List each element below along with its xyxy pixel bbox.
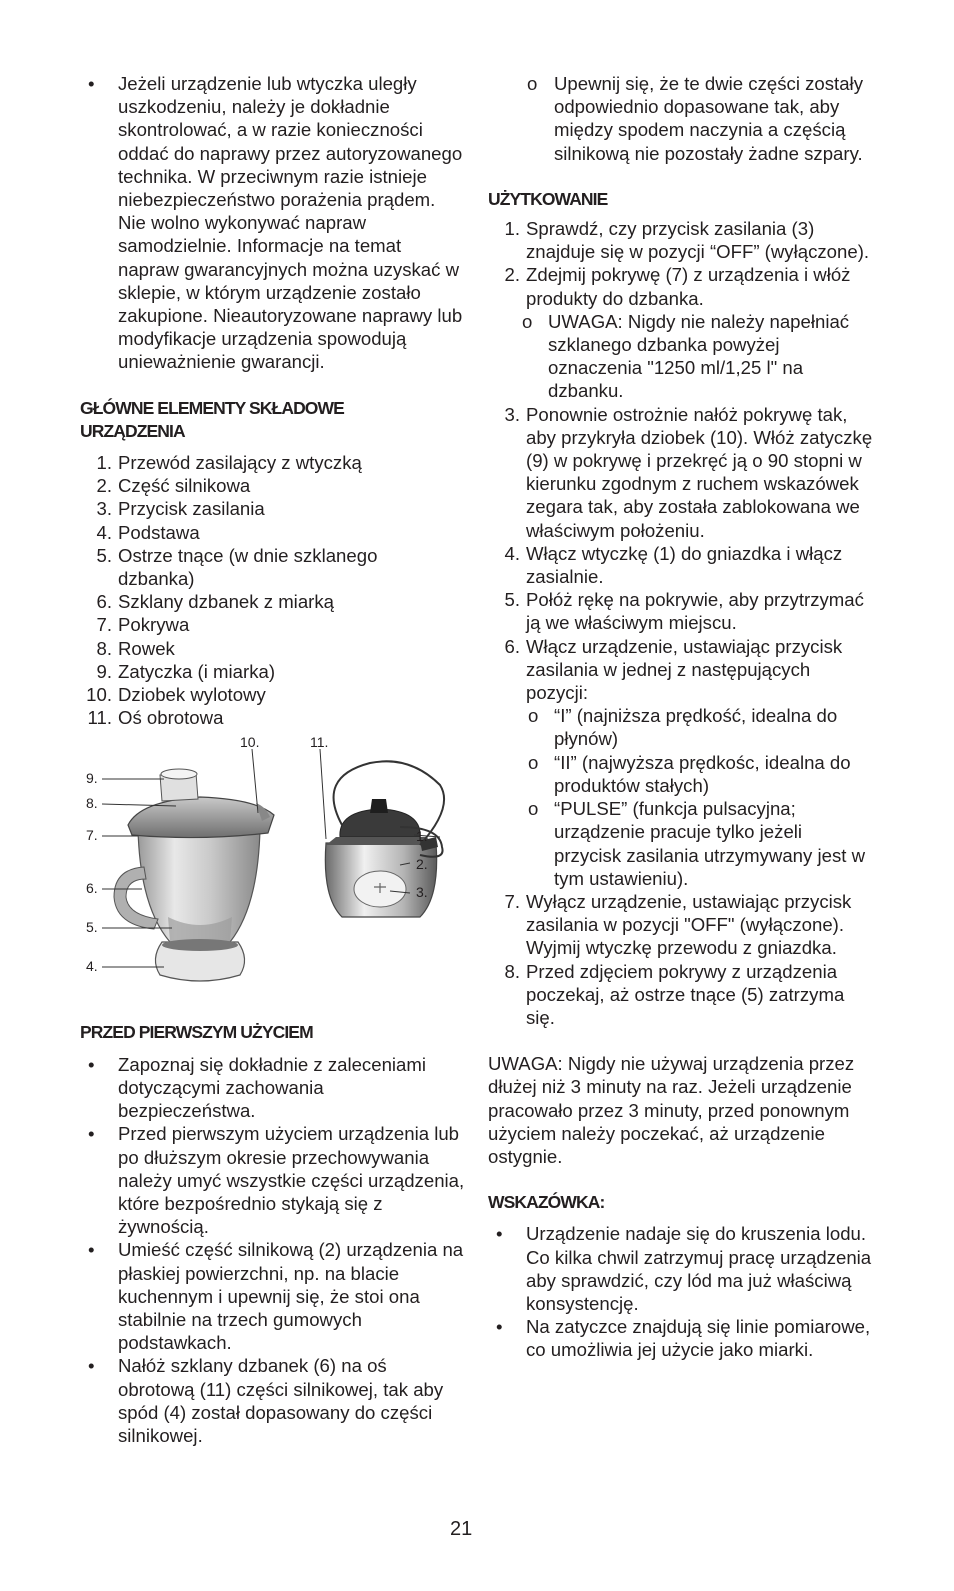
first-use-item: • Przed pierwszym użyciem urządzenia lub po dłuższym okresie przechowywania należy umyć wszystkie części urządzenia, które bezpośrednio stykają się z żywnością. <box>88 1123 465 1238</box>
first-use-item: • Zapoznaj się dokładnie z zaleceniami dotyczącymi zachowania bezpieczeństwa. <box>88 1053 427 1122</box>
figure-label-7: 7. <box>86 827 98 844</box>
components-list <box>80 451 465 729</box>
usage-step: 5. Połóż rękę na pokrywie, aby przytrzymać ją we właściwym miejscu. <box>504 589 864 634</box>
component-item: 4. Podstawa <box>96 521 200 543</box>
component-item: 9. Zatyczka (i miarka) <box>96 660 276 682</box>
tips-list <box>488 1222 873 1361</box>
figure-label-11: 11. <box>310 737 329 751</box>
damage-warning-bullet <box>80 72 465 374</box>
right-column <box>488 72 873 1362</box>
blender-diagram <box>80 737 455 995</box>
figure-label-4: 4. <box>86 958 98 975</box>
component-item: 6. Szklany dzbanek z miarką <box>96 591 334 613</box>
usage-step: 4. Włącz wtyczkę (1) do gniazdka i włącz zasialnie. <box>504 542 843 588</box>
tip-item: • Na zatyczce znajdują się linie pomiarowe, co umożliwia jej użycie jako miarki. <box>496 1316 871 1361</box>
usage-heading: UŻYTKOWANIE <box>488 188 608 209</box>
figure-label-6: 6. <box>86 880 98 897</box>
speed-option: o “I” (najniższa prędkość, idealna do płynów) <box>528 705 838 750</box>
usage-list <box>488 217 873 1029</box>
speed-option: o “PULSE” (funkcja pulsacyjna; urządzenie pracuje tylko jeżeli przycisk zasilania utrzymywany jest w tym ustawieniu). <box>528 798 866 889</box>
figure-label-8: 8. <box>86 795 98 812</box>
speed-option: o “II” (najwyższa prędkośc, idealna do produktów stałych) <box>528 751 851 796</box>
component-item: 2. Część silnikowa <box>96 475 251 497</box>
first-use-heading: PRZED PIERWSZYM UŻYCIEM <box>80 1022 313 1043</box>
fit-check-item: o Upewnij się, że te dwie części zostały odpowiednio dopasowane tak, aby między spodem naczynia a częścią silnikową nie pozostały żadne szpary. <box>527 73 863 164</box>
tips-heading: WSKAZÓWKA: <box>488 1192 605 1213</box>
component-item: 1. Przewód zasilający z wtyczką <box>96 452 362 474</box>
usage-step: 3. Ponownie ostrożnie nałóż pokrywę tak, aby przykryła dziobek (10). Włóż zatyczkę (9) w pokrywę i przekręć ją o 90 stopni w kierunku zgodnym z ruchem wskazówek zegara tak, aby została zablokowana we właściwym położeniu. <box>504 403 873 541</box>
figure-label-5: 5. <box>86 919 98 936</box>
jug-illustration <box>114 769 274 981</box>
time-warning: UWAGA: Nigdy nie używaj urządzenia przez dłużej niż 3 minuty na raz. Jeżeli urządzenie pracowało przez 3 minuty, przed ponownym użyciem należy poczekać, aż urządzenie ostygnie. <box>488 1053 855 1167</box>
figure-label-2: 2. <box>416 856 428 873</box>
component-item: 11. Oś obrotowa <box>87 707 224 729</box>
figure-label-9: 9. <box>86 770 98 787</box>
figure-label-10: 10. <box>240 737 260 751</box>
components-heading: GŁÓWNE ELEMENTY SKŁADOWE URZĄDZENIA <box>80 397 344 441</box>
first-use-list <box>80 1053 465 1447</box>
left-column <box>80 72 465 1447</box>
component-item: 10. Dziobek wylotowy <box>86 684 266 706</box>
figure-label-1: 1. <box>416 828 428 845</box>
component-item: 3. Przycisk zasilania <box>96 498 265 520</box>
usage-step: 7. Wyłącz urządzenie, ustawiając przycisk zasilania w pozycji "OFF" (wyłączone). Wyjmij wtyczkę przewodu z gniazdka. <box>504 890 852 959</box>
component-item: 7. Pokrywa <box>96 614 190 636</box>
page-number: 21 <box>450 1518 473 1540</box>
first-use-item: • Nałóż szklany dzbanek (6) na oś obrotową (11) części silnikowej, tak aby spód (4) został dopasowany do części silnikowej. <box>88 1355 444 1446</box>
usage-note: o UWAGA: Nigdy nie należy napełniać szklanego dzbanka powyżej oznaczenia "1250 ml/1,25 l" na dzbanku. <box>522 310 850 402</box>
bullet-marker: • <box>88 73 95 94</box>
usage-step: 1. Sprawdź, czy przycisk zasilania (3) znajduje się w pozycji “OFF” (wyłączone). <box>504 218 870 263</box>
component-item: 8. Rowek <box>96 637 175 659</box>
tip-item: • Urządzenie nadaje się do kruszenia lodu. Co kilka chwil zatrzymuj pracę urządzenia aby sprawdzić, czy lód ma już właściwą konsystencję. <box>496 1223 872 1314</box>
usage-step: 8. Przed zdjęciem pokrywy z urządzenia poczekaj, aż ostrze tnące (5) zatrzyma się. <box>504 960 845 1028</box>
figure-label-3: 3. <box>416 884 428 901</box>
usage-step: 2. Zdejmij pokrywę (7) z urządzenia i włóż produkty do dzbanka. <box>504 264 851 309</box>
usage-step: 6. Włącz urządzenie, ustawiając przycisk zasilania w jednej z następujących pozycji: <box>504 635 843 704</box>
damage-warning-text: Jeżeli urządzenie lub wtyczka uległy uszkodzeniu, należy je dokładnie skontrolować, a w razie konieczności oddać do naprawy przez autoryzowanego technika. W przeciwnym razie istnieje niebezpieczeństwo porażenia prądem. Nie wolno wykonywać napraw samodzielnie. Informacje na temat napraw gwarancyjnych można uzyskać w sklepie, w którym urządzenie zostało zakupione. Nieautoryzowane naprawy lub modyfikacje urządzenia spowodują unieważnienie gwarancji. <box>118 73 463 373</box>
component-item: 5. Ostrze tnące (w dnie szklanego dzbanka) <box>96 544 378 590</box>
first-use-item: • Umieść część silnikową (2) urządzenia na płaskiej powierzchni, np. na blacie kuchennym i upewnij się, że stoi ona stabilnie na trzech gumowych podstawkach. <box>88 1239 464 1354</box>
